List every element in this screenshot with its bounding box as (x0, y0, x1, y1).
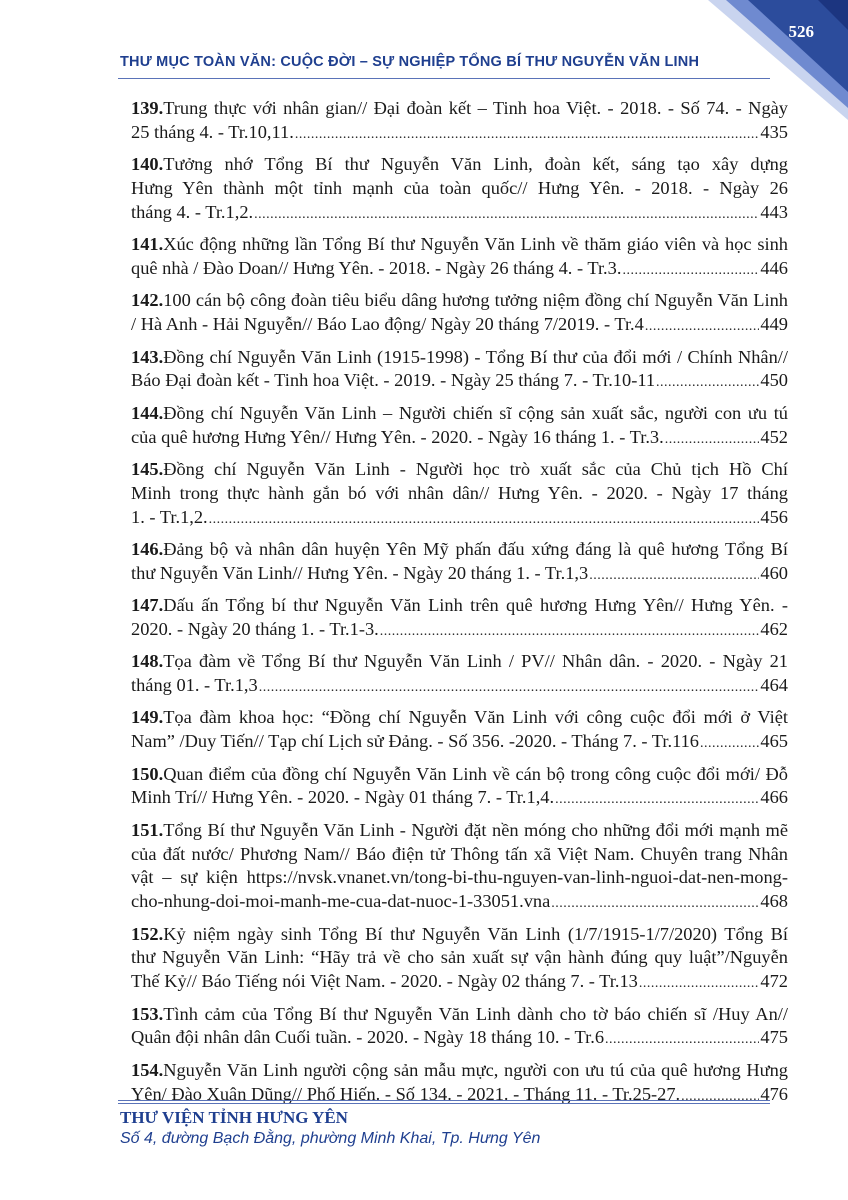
entry-text: Xúc động những lần Tổng Bí thư Nguyễn Văn Linh về thăm giáo viên và học sinh (163, 234, 788, 255)
entry-text: tháng 4. - Tr.1,2. (131, 201, 254, 222)
entry-text-line (131, 706, 788, 730)
dot-leader (259, 674, 760, 700)
entry-last-line (131, 786, 788, 812)
dot-leader (589, 562, 759, 588)
dot-leader (656, 369, 759, 395)
entry-page-number: 465 (760, 731, 788, 752)
entry-page-number: 464 (760, 675, 788, 696)
entry-last-line (131, 618, 788, 644)
entry-text: Đồng chí Nguyễn Văn Linh (1915-1998) - Tổng Bí thư của đổi mới / Chính Nhân// (163, 346, 788, 367)
entry-last-line (131, 562, 788, 588)
entry-text: Đồng chí Nguyễn Văn Linh - Người học trò xuất sắc của Chủ tịch Hồ Chí (163, 458, 788, 479)
entry-text: 2020. - Ngày 20 tháng 1. - Tr.1-3. (131, 618, 379, 639)
entry-last-line (131, 201, 788, 227)
entry-page-number: 468 (760, 891, 788, 912)
entry-page-number: 446 (760, 257, 788, 278)
entry-number: 142. (131, 290, 164, 311)
entry-page-number: 443 (760, 201, 788, 222)
entry-text: Thế Kỷ// Báo Tiếng nói Việt Nam. - 2020. - Ngày 02 tháng 7. - Tr.13 (131, 971, 638, 992)
bibliography-entry (131, 458, 788, 531)
entry-text: Đồng chí Nguyễn Văn Linh – Người chiến sĩ cộng sản xuất sắc, người con ưu tú (163, 402, 788, 423)
bibliography-list (131, 97, 788, 1115)
entry-text-line (131, 289, 788, 313)
entry-page-number: 475 (760, 1027, 788, 1048)
entry-last-line (131, 890, 788, 916)
dot-leader (622, 257, 759, 283)
bibliography-entry (131, 819, 788, 916)
entry-last-line (131, 257, 788, 283)
entry-page-number: 476 (760, 1083, 788, 1104)
entry-text: 25 tháng 4. - Tr.10,11. (131, 121, 294, 142)
entry-text: của đất nước/ Phương Nam// Báo điện tử Thông tấn xã Việt Nam. Chuyên trang Nhân (131, 843, 788, 864)
entry-number: 143. (131, 346, 164, 367)
entry-number: 153. (131, 1003, 164, 1024)
entry-text: Quan điểm của đồng chí Nguyễn Văn Linh về cán bộ trong công cuộc đổi mới/ Đỗ (163, 763, 788, 784)
entry-text: Tọa đàm khoa học: “Đồng chí Nguyễn Văn Linh với công cuộc đổi mới ở Việt (163, 707, 788, 728)
entry-last-line (131, 313, 788, 339)
entry-text-line (131, 402, 788, 426)
entry-page-number: 456 (760, 506, 788, 527)
bibliography-entry (131, 97, 788, 147)
dot-leader (254, 201, 759, 227)
header-title: THƯ MỤC TOÀN VĂN: CUỘC ĐỜI – SỰ NGHIỆP TỔNG BÍ THƯ NGUYỄN VĂN LINH (120, 54, 700, 70)
entry-number: 151. (131, 819, 164, 840)
entry-text-line (131, 866, 788, 890)
dot-leader (551, 890, 759, 916)
entry-text: 1. - Tr.1,2. (131, 506, 208, 527)
entry-number: 140. (131, 154, 164, 175)
entry-text-line (131, 346, 788, 370)
bibliography-entry (131, 289, 788, 339)
entry-text-line (131, 177, 788, 201)
dot-leader (700, 730, 759, 756)
bibliography-entry (131, 346, 788, 396)
entry-number: 144. (131, 402, 164, 423)
entry-number: 149. (131, 707, 164, 728)
bibliography-entry (131, 1003, 788, 1053)
entry-text-line (131, 843, 788, 867)
header-divider (118, 78, 770, 79)
entry-text-line (131, 946, 788, 970)
entry-last-line (131, 730, 788, 756)
entry-number: 139. (131, 98, 164, 118)
entry-text-line (131, 458, 788, 482)
entry-text-line (131, 650, 788, 674)
entry-number: 141. (131, 234, 164, 255)
bibliography-entry (131, 538, 788, 588)
dot-leader (380, 618, 760, 644)
entry-page-number: 460 (760, 562, 788, 583)
entry-number: 152. (131, 923, 164, 944)
entry-text: tháng 01. - Tr.1,3 (131, 675, 258, 696)
entry-text: Nam” /Duy Tiến// Tạp chí Lịch sử Đảng. - Số 356. -2020. - Tháng 7. - Tr.116 (131, 731, 699, 752)
entry-number: 148. (131, 651, 164, 672)
entry-text: thư Nguyễn Văn Linh// Hưng Yên. - Ngày 20 tháng 1. - Tr.1,3 (131, 562, 589, 583)
dot-leader (209, 506, 760, 532)
footer-address: Số 4, đường Bạch Đằng, phường Minh Khai, Tp. Hưng Yên (120, 1130, 541, 1147)
dot-leader (555, 786, 759, 812)
entry-number: 154. (131, 1059, 164, 1080)
entry-text: vật – sự kiện https://nvsk.vnanet.vn/tong-bi-thu-nguyen-van-linh-nguoi-dat-nen-mong- (131, 867, 788, 888)
entry-text: Trung thực với nhân gian// Đại đoàn kết – Tinh hoa Việt. - 2018. - Số 74. - Ngày (163, 98, 788, 118)
entry-text: Tưởng nhớ Tổng Bí thư Nguyễn Văn Linh, đoàn kết, sáng tạo xây dựng (163, 154, 788, 175)
entry-text: Tổng Bí thư Nguyễn Văn Linh - Người đặt nền móng cho những đổi mới mạnh mẽ (163, 819, 788, 840)
entry-text: Báo Đại đoàn kết - Tinh hoa Việt. - 2019. - Ngày 25 tháng 7. - Tr.10-11 (131, 370, 656, 391)
entry-text: cho-nhung-doi-moi-manh-me-cua-dat-nuoc-1-33051.vna (131, 891, 551, 912)
bibliography-entry (131, 153, 788, 226)
entry-number: 146. (131, 538, 164, 559)
bibliography-entry (131, 402, 788, 452)
entry-text: Quân đội nhân dân Cuối tuần. - 2020. - Ngày 18 tháng 10. - Tr.6 (131, 1027, 605, 1048)
dot-leader (639, 970, 760, 996)
bibliography-entry (131, 706, 788, 756)
entry-text-line (131, 1003, 788, 1027)
bibliography-entry (131, 763, 788, 813)
entry-last-line (131, 1026, 788, 1052)
entry-text-line (131, 482, 788, 506)
entry-page-number: 449 (760, 314, 788, 335)
entry-last-line (131, 674, 788, 700)
dot-leader (681, 1083, 759, 1109)
dot-leader (605, 1026, 759, 1052)
entry-text-line (131, 538, 788, 562)
entry-text: Hưng Yên thành một tỉnh mạnh của toàn quốc// Hưng Yên. - 2018. - Ngày 26 (131, 177, 788, 198)
entry-text: Dấu ấn Tổng bí thư Nguyễn Văn Linh trên quê hương Hưng Yên// Hưng Yên. - (163, 595, 788, 616)
entry-page-number: 462 (760, 618, 788, 639)
entry-text: Minh trong thực hành gắn bó với nhân dân// Hưng Yên. - 2020. - Ngày 17 tháng (131, 482, 788, 503)
footer-divider (118, 1100, 770, 1101)
dot-leader (295, 121, 760, 147)
entry-text-line (131, 594, 788, 618)
entry-number: 147. (131, 595, 164, 616)
entry-text: Đảng bộ và nhân dân huyện Yên Mỹ phấn đấu xứng đáng là quê hương Tổng Bí (163, 538, 788, 559)
entry-text: Minh Trí// Hưng Yên. - 2020. - Ngày 01 tháng 7. - Tr.1,4. (131, 787, 555, 808)
entry-text-line (131, 819, 788, 843)
bibliography-entry (131, 594, 788, 644)
entry-text: Kỷ niệm ngày sinh Tổng Bí thư Nguyễn Văn Linh (1/7/1915-1/7/2020) Tổng Bí (163, 923, 788, 944)
dot-leader (645, 313, 760, 339)
entry-page-number: 466 (760, 787, 788, 808)
entry-last-line (131, 426, 788, 452)
bibliography-entry (131, 650, 788, 700)
footer-divider-thin (118, 1103, 770, 1104)
entry-text: Tọa đàm về Tổng Bí thư Nguyễn Văn Linh / PV// Nhân dân. - 2020. - Ngày 21 (163, 651, 788, 672)
footer-library-name: THƯ VIỆN TỈNH HƯNG YÊN (120, 1108, 348, 1127)
dot-leader (665, 426, 760, 452)
entry-text: của quê hương Hưng Yên// Hưng Yên. - 2020. - Ngày 16 tháng 1. - Tr.3. (131, 426, 664, 447)
entry-text: thư Nguyễn Văn Linh: “Hãy trả về cho sản xuất sự vận hành đúng quy luật”/Nguyễn (131, 947, 788, 968)
bibliography-entry (131, 923, 788, 996)
entry-page-number: 435 (760, 121, 788, 142)
entry-page-number: 472 (760, 971, 788, 992)
page-number: 526 (788, 22, 814, 41)
entry-last-line (131, 1083, 788, 1109)
entry-last-line (131, 506, 788, 532)
entry-text-line (131, 97, 788, 121)
entry-page-number: 452 (760, 426, 788, 447)
entry-text-line (131, 763, 788, 787)
entry-text: Tình cảm của Tổng Bí thư Nguyễn Văn Linh dành cho tờ báo chiến sĩ /Huy An// (163, 1003, 788, 1024)
entry-text: quê nhà / Đào Doan// Hưng Yên. - 2018. - Ngày 26 tháng 4. - Tr.3. (131, 257, 622, 278)
entry-number: 145. (131, 458, 164, 479)
entry-text: Nguyễn Văn Linh người cộng sản mẫu mực, người con ưu tú của quê hương Hưng (163, 1059, 788, 1080)
entry-text: 100 cán bộ công đoàn tiêu biểu dâng hương tưởng niệm đồng chí Nguyễn Văn Linh (163, 290, 788, 311)
entry-text: / Hà Anh - Hải Nguyễn// Báo Lao động/ Ngày 20 tháng 7/2019. - Tr.4 (131, 314, 644, 335)
entry-last-line (131, 121, 788, 147)
entry-page-number: 450 (760, 370, 788, 391)
entry-text-line (131, 153, 788, 177)
entry-text-line (131, 923, 788, 947)
bibliography-entry (131, 233, 788, 283)
entry-text: Yên/ Đào Xuân Dũng// Phố Hiến. - Số 134. - 2021. - Tháng 11. - Tr.25-27. (131, 1083, 681, 1104)
entry-text-line (131, 1059, 788, 1083)
entry-text-line (131, 233, 788, 257)
entry-number: 150. (131, 763, 164, 784)
entry-last-line (131, 369, 788, 395)
entry-last-line (131, 970, 788, 996)
